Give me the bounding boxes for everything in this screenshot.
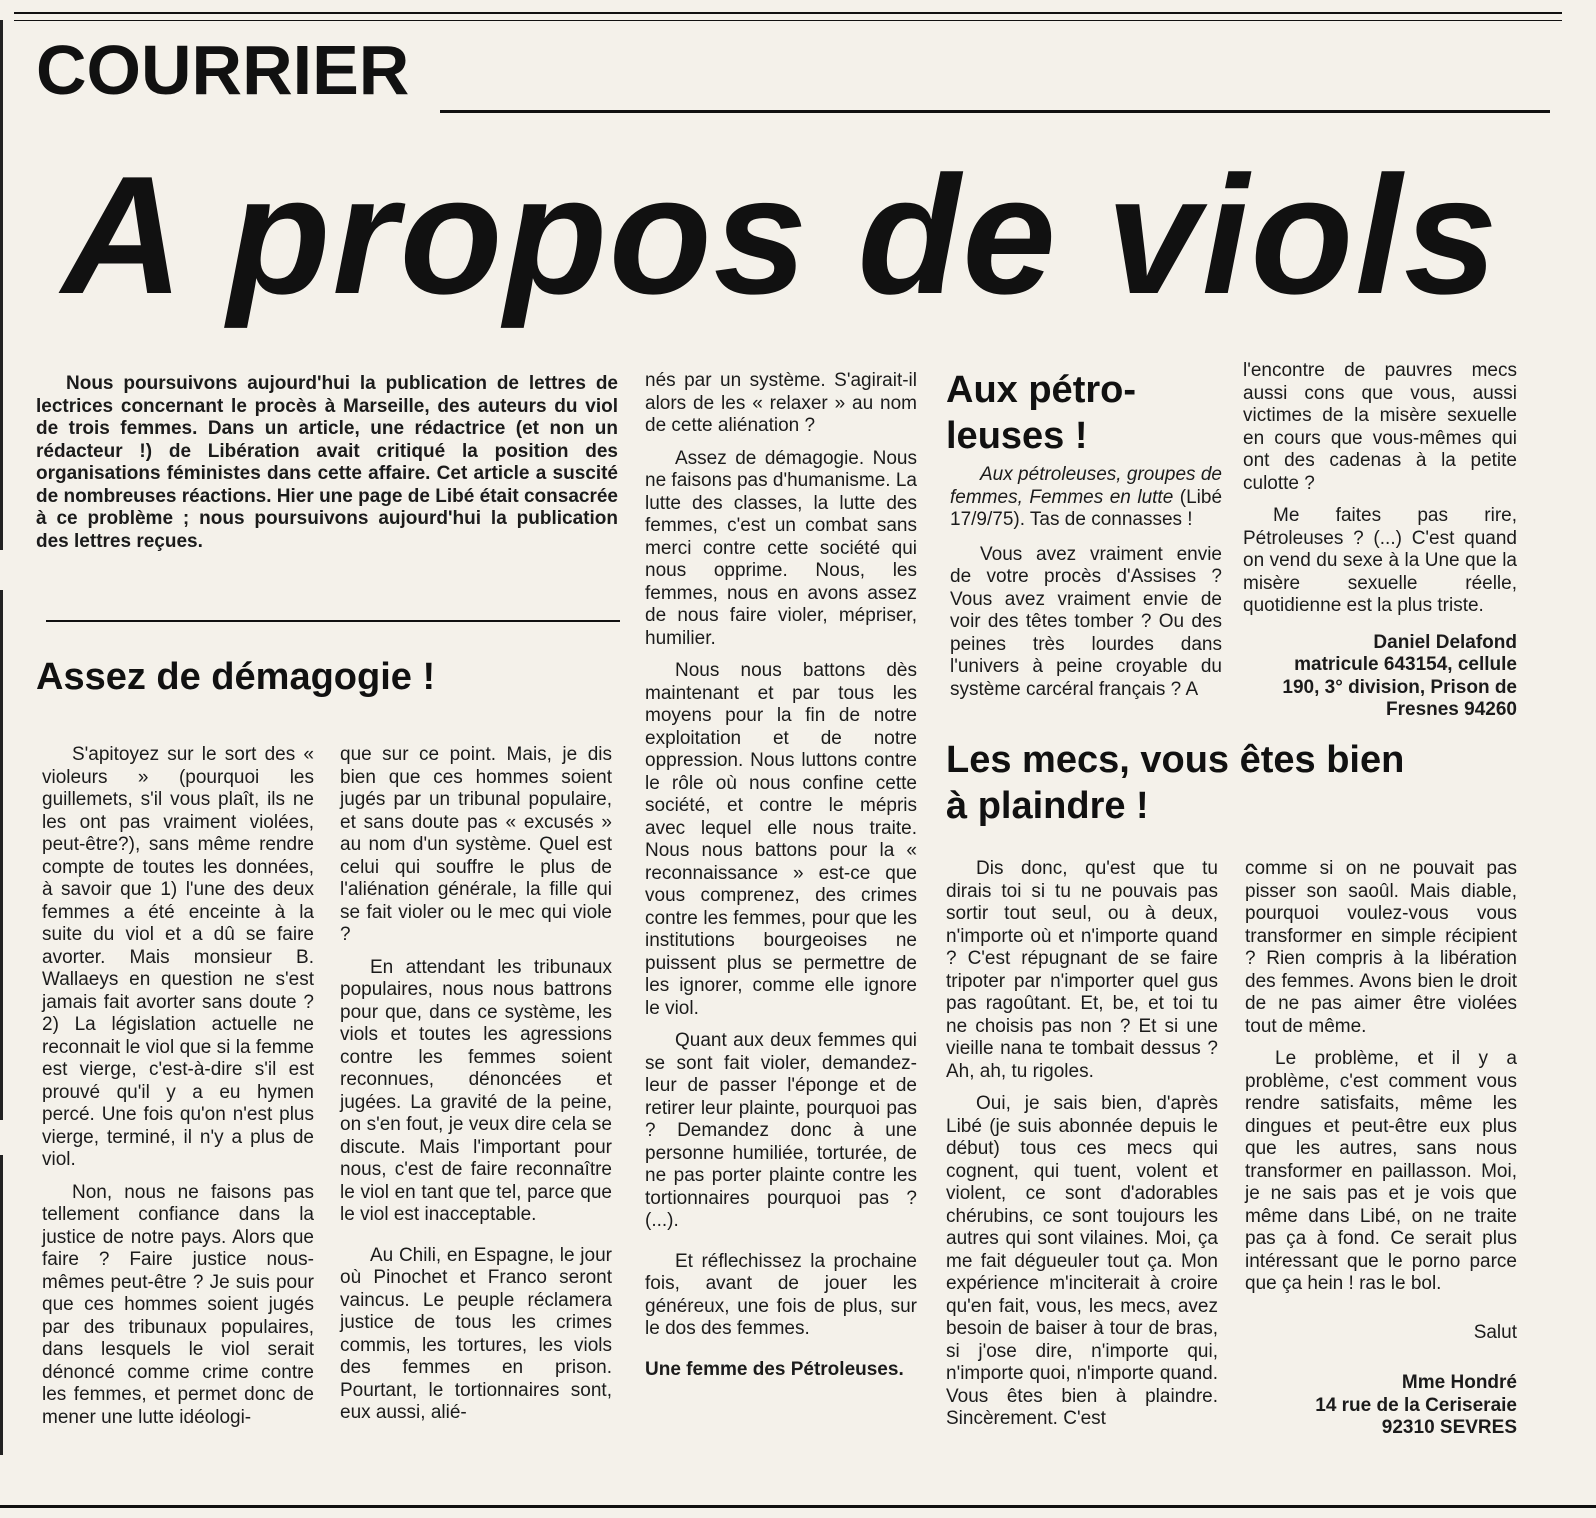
signature-line: Daniel Delafond: [1373, 631, 1517, 653]
left-edge-mark: [0, 590, 3, 1120]
letter1-column-a: [42, 744, 314, 1439]
paragraph: S'apitoyez sur le sort des « violeurs » (pourquoi les guillemets, s'il vous plaît, ils ne les ont pas vraiment violées, peut-être?), sans même rendre compte de toutes les données, à savoir que 1) l'une des deux femmes a été enceinte à la suite du viol et a dû se faire avorter. Mais monsieur B. Wallaeys en question ne s'est jamais fait avorter sans doute ? 2) La législation actuelle ne reconnait le viol que si la femme est vierge, c'est-à-dire s'il est prouvé qu'il y a eu hymen percé. Une fois qu'on n'est plus vierge, terminé, il n'y a plus de viol.: [42, 744, 314, 1170]
letter1-heading: Assez de démagogie !: [36, 656, 436, 698]
letter2-column-d: [950, 464, 1222, 711]
paragraph: nés par un système. S'agirait-il alors de les « relaxer » au nom de cette aliénation ?: [645, 370, 917, 436]
paragraph: comme si on ne pouvait pas pisser son saoûl. Mais diable, pourquoi voulez-vous vous transformer en simple récipient ? Rien compris à la libération des femmes. Avons bien le droit de ne pas aimer être violées tout de même.: [1245, 858, 1517, 1037]
letter1-column-b: [340, 744, 612, 1435]
paragraph: Le problème, et il y a problème, c'est comment vous rendre satisfaits, même les dingues et peut-être eux plus que les autres, sans nous transformer en paillasson. Moi, je ne sais pas et je vois que même dans Libé, on ne traite pas ça à fond. Ce serait plus intéressant que le porno parce que ça hein ! ras le bol.: [1245, 1048, 1517, 1294]
letter3-signature: [1245, 1372, 1517, 1440]
bottom-rule: [0, 1505, 1596, 1508]
paragraph: que sur ce point. Mais, je dis bien que ces hommes soient jugés par un tribunal populaire, et sans doute pas « excusés » au nom d'un système. Quel est celui qui souffre le plus de l'aliénation générale, la fille qui se fait violer ou le mec qui viole ?: [340, 744, 612, 945]
letter2-heading-line1: Aux pétro-: [946, 369, 1136, 411]
signature-line: 92310 SEVRES: [1381, 1417, 1517, 1438]
intro-text: [36, 373, 618, 553]
signature-line: Mme Hondré: [1401, 1372, 1517, 1393]
letter2-salutation-italic: Aux pétroleuses, groupes de femmes, Femmes en lutte: [950, 464, 1222, 508]
top-rule: [14, 12, 1562, 14]
letter2-column-e: [1243, 360, 1517, 722]
intro-rule: [46, 620, 620, 622]
paragraph: Assez de démagogie. Nous ne faisons pas d'humanisme. La lutte des classes, la lutte des femmes, c'est un combat sans merci contre cette société qui nous opprime. Nous, les femmes, nous en avons assez de nous faire violer, mépriser, humilier.: [645, 447, 917, 649]
letter2-signature: [1243, 632, 1517, 722]
letter1-column-c: [645, 370, 917, 1391]
section-title: COURRIER: [36, 31, 410, 109]
left-edge-mark: [0, 1155, 3, 1455]
paragraph: Et réflechissez la prochaine fois, avant de jouer les généreux, une fois de plus, sur le dos des femmes.: [645, 1250, 917, 1339]
paragraph: l'encontre de pauvres mecs aussi cons que vous, aussi victimes de la misère sexuelle en cours que vous-mêmes qui ont des cadenas à la petite culotte ?: [1243, 360, 1517, 494]
top-rule-inner: [14, 20, 1562, 21]
letter1-signature: Une femme des Pétroleuses.: [645, 1358, 904, 1380]
section-rule: [440, 110, 1550, 113]
left-edge-mark: [0, 20, 3, 550]
paragraph: Me faites pas rire, Pétroleuses ? (...) C'est quand on vend du sexe à la Une que la misère sexuelle réelle, quotidienne est la plus triste.: [1243, 505, 1517, 616]
letter3-heading-line2: à plaindre !: [946, 785, 1149, 827]
letter2-salutation: [950, 464, 1222, 532]
signature-line: 14 rue de la Ceriseraie: [1315, 1394, 1517, 1416]
letter3-heading-line1: Les mecs, vous êtes bien: [946, 739, 1405, 781]
paragraph: Non, nous ne faisons pas tellement confiance dans la justice de notre pays. Alors que faire ? Faire justice nous-mêmes peut-être ? Je suis pour que ces hommes soient jugés par des tribunaux populaires, dans lesquels le viol serait dénoncé comme crime contre les femmes, et permet donc de mener une lutte idéologi-: [42, 1181, 314, 1428]
signature-line: Fresnes 94260: [1386, 699, 1517, 720]
letter2-heading-line2: leuses !: [946, 415, 1088, 457]
paragraph: Nous nous battons dès maintenant et par tous les moyens pour la fin de notre exploitation et de notre oppression. Nous luttons contre le rôle où nous confine cette société, et contre le mépris avec lequel elle nous traite. Nous nous battons pour la « reconnaissance » est-ce que vous comprenez, des crimes contre les femmes, pour que les institutions bourgeoises ne puissent plus se permettre de les ignorer, comme elle ignore le viol.: [645, 660, 917, 1019]
letter3-column-g: [1245, 858, 1517, 1440]
paragraph: Dis donc, qu'est que tu dirais toi si tu ne pouvais pas sortir tout seul, ou à deux, n'importe où et n'importe quand ? C'est répugnant de se faire tripoter par n'importer quel gus pas ragoûtant. Et, be, et toi tu ne choisis pas non ? Et si une vieille nana te tombait dessus ? Ah, ah, tu rigoles.: [946, 858, 1218, 1082]
signature-line: 190, 3° division, Prison de: [1282, 676, 1517, 698]
letter3-column-f: [946, 858, 1218, 1441]
signature-line: matricule 643154, cellule: [1294, 654, 1517, 675]
paragraph: Au Chili, en Espagne, le jour où Pinochet et Franco seront vaincus. Le peuple réclamera justice de tous les crimes commis, les tortures, les viols des femmes en prison. Pourtant, le tortionnaires sont, eux aussi, alié-: [340, 1244, 612, 1423]
letter3-salut: Salut: [1473, 1321, 1517, 1343]
paragraph: En attendant les tribunaux populaires, nous nous battrons pour que, dans ce système, les viols et toutes les agressions contre les femmes soient reconnues, dénoncées et jugées. La gravité de la peine, on s'en fout, je veux dire cela se discute. Mais l'important pour nous, c'est de faire reconnaître le viol en tant que tel, parce que le viol est inacceptable.: [340, 956, 612, 1225]
paragraph: Quant aux deux femmes qui se sont fait violer, demandez-leur de passer l'éponge et de retirer leur plainte, pourquoi pas ? Demandez donc à une personne humiliée, torturée, de ne pas porter plainte contre les tortionnaires pourquoi pas ? (...).: [645, 1030, 917, 1231]
paragraph: Oui, je sais bien, d'après Libé (je suis abonnée depuis le début) tous ces mecs qui cognent, qui tuent, volent et violent, ce sont d'adorables chérubins, ce sont toujours les autres qui sont vilaines. Moi, ça me fait dégueuler tout ça. Mon expérience m'inciterait à croire qu'en fait, vous, les mecs, avez besoin de baiser à tour de bras, si j'ose dire, n'importe qui, n'importe quoi, n'importe quand. Vous êtes bien à plaindre. Sincèrement. C'est: [946, 1093, 1218, 1429]
intro-paragraph: Nous poursuivons aujourd'hui la publication de lettres de lectrices concernant le procès à Marseille, des auteurs du viol de trois femmes. Dans un article, une rédactrice (et non un rédacteur !) de Libération avait critiqué la position des organisations féministes dans cette affaire. Cet article a suscité de nombreuses réactions. Hier une page de Libé était consacrée à ce problème ; nous poursuivons aujourd'hui la publication des lettres reçues.: [36, 373, 618, 552]
letter2-salutation-ref: (Libé 17/9/75). Tas de connasses !: [950, 486, 1223, 530]
headline: A propos de viols: [62, 141, 1500, 329]
paragraph: Vous avez vraiment envie de votre procès d'Assises ? Vous avez vraiment envie de voir des têtes tomber ? Ou des peines très lourdes dans l'univers à peine croyable du système carcéral français ? A: [950, 543, 1222, 700]
